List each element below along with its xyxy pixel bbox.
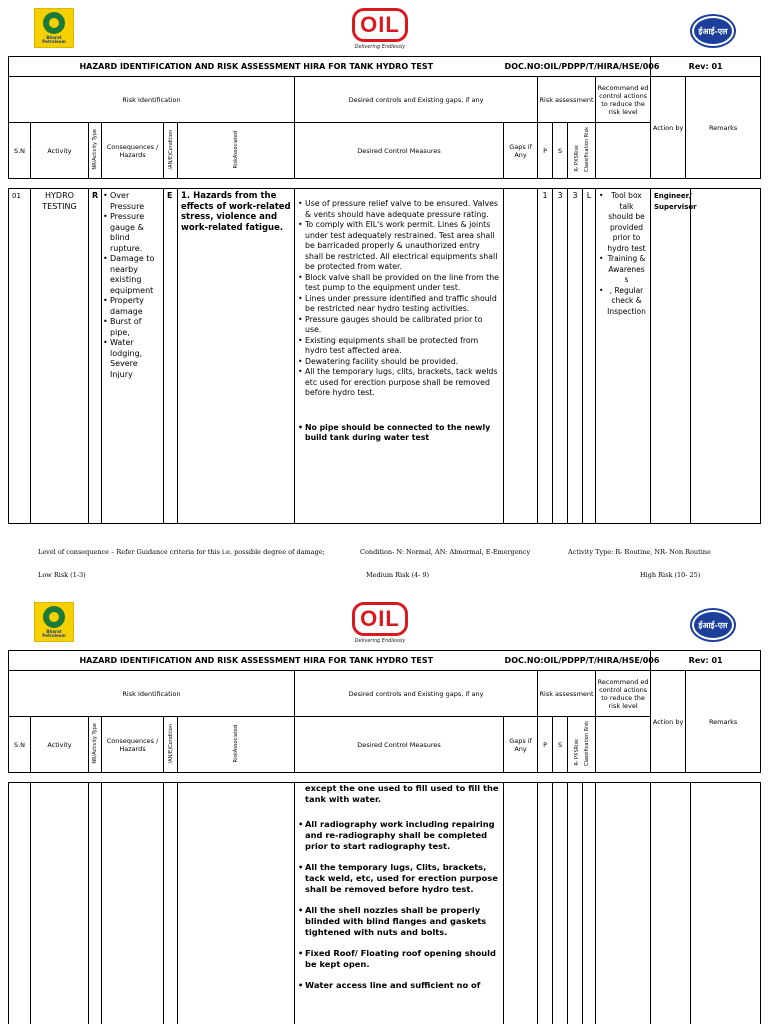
footer-medium-risk: Medium Risk (4- 9) [366, 571, 430, 579]
bharat-petroleum-logo: Bharat Petroleum [34, 602, 74, 642]
list-item: • All radiography work including repairing and re-radiography shall be completed prior to start radiography test. [298, 819, 500, 852]
col-gaps: Gaps if Any [504, 717, 538, 773]
list-item: • No pipe should be connected to the newly build tank during water test [298, 423, 500, 444]
recommended-header: Recommend ed control actions to reduce the risk level [596, 671, 651, 717]
footer-condition: Condition- N: Normal, AN: Abnormal, E-Emergency [360, 548, 531, 556]
list-item: • Over Pressure [103, 191, 160, 212]
col-risk-associated: RiskAssociated [233, 724, 239, 763]
list-item: • Damage to nearby existing equipment [103, 254, 160, 296]
action-by-header: Action by [651, 671, 686, 773]
document-title: HAZARD IDENTIFICATION AND RISK ASSESSMENT HIRA FOR TANK HYDRO TEST [9, 57, 504, 77]
controls-list [298, 199, 500, 399]
controls-list [298, 819, 500, 991]
list-item: • All the temporary lugs, clits, brackets, tack welds etc used for erection purpose shall be removed before hydro test. [298, 367, 500, 399]
row-activity: HYDRO TESTING [31, 189, 89, 524]
row-type: R [89, 189, 102, 524]
revision: Rev: 01 [651, 651, 761, 671]
header-table [8, 56, 761, 179]
list-item: • Block valve shall be provided on the line from the test pump to the equipment under test. [298, 273, 500, 294]
document-number: DOC.NO:OIL/PDPP/T/HIRA/HSE/006 [504, 651, 651, 671]
oil-logo: OIL Delivering Endlessly [352, 8, 408, 54]
footer-activity-type: Activity Type: R- Routine, NR- Non Routine [568, 548, 711, 556]
footer-low-risk: Low Risk (1-3) [38, 571, 86, 579]
risk-assessment-header: Risk assessment [538, 77, 596, 123]
document-title: HAZARD IDENTIFICATION AND RISK ASSESSMENT HIRA FOR TANK HYDRO TEST [9, 651, 504, 671]
row-classification: L [583, 189, 596, 524]
risk-identification-header: Risk Identification [9, 671, 295, 717]
col-condition: /AN/E)Condition [167, 129, 174, 170]
revision: Rev: 01 [651, 57, 761, 77]
col-activity-type: NR/Activity Type [92, 129, 98, 170]
recommended-header: Recommend ed control actions to reduce the risk level [596, 77, 651, 123]
action-by-header: Action by [651, 77, 686, 179]
risk-assessment-header: Risk assessment [538, 671, 596, 717]
row-action-by: Engineer/ Supervisor [651, 189, 691, 524]
col-s: S [553, 717, 568, 773]
col-p: P [538, 123, 553, 179]
header-table [8, 650, 761, 773]
col-sn: S.N [9, 123, 31, 179]
logo-row [0, 600, 768, 652]
col-activity: Activity [31, 123, 89, 179]
col-gaps: Gaps if Any [504, 123, 538, 179]
row-sn: 01 [9, 189, 31, 524]
list-item: • Training & Awarenes s [599, 254, 647, 286]
list-item: • Existing equipments shall be protected from hydro test affected area. [298, 336, 500, 357]
eil-logo: ईआई-एल [690, 14, 736, 48]
document-number: DOC.NO:OIL/PDPP/T/HIRA/HSE/006 [504, 57, 651, 77]
table-row [9, 189, 761, 524]
hazard-table [8, 188, 761, 524]
eil-logo: ईआई-एल [690, 608, 736, 642]
footer-consequence: Level of consequence – Refer Guidance criteria for this i.e. possible degree of damage; [38, 548, 325, 556]
footer-high-risk: High Risk (10- 25) [640, 571, 701, 579]
list-item: • Property damage [103, 296, 160, 317]
remarks-header: Remarks [686, 671, 761, 773]
list-item: • Burst of pipe, [103, 317, 160, 338]
col-classification: Classification Risk [583, 126, 590, 173]
list-item: • , Regular check & Inspection [599, 286, 647, 318]
col-s: S [553, 123, 568, 179]
logo-row [0, 6, 768, 58]
col-activity-type: NR/Activity Type [92, 723, 98, 764]
hazard-table-continued [8, 782, 761, 1024]
remarks-header: Remarks [686, 77, 761, 179]
col-control-measures: Desired Control Measures [295, 123, 504, 179]
col-condition: /AN/E)Condition [167, 723, 174, 764]
col-p: P [538, 717, 553, 773]
col-risk-associated: RiskAssociated [233, 130, 239, 169]
bharat-petroleum-logo: Bharat Petroleum [34, 8, 74, 48]
row-risk-associated: 1. Hazards from the effects of work-related stress, violence and work-related fatigue. [178, 189, 295, 524]
row-condition: E [164, 189, 178, 524]
list-item: • Pressure gauges should be calibrated prior to use. [298, 315, 500, 336]
oil-logo: OIL Delivering Endlessly [352, 602, 408, 648]
risk-identification-header: Risk Identification [9, 77, 295, 123]
table-row [9, 783, 761, 1024]
recommended-list [599, 191, 647, 317]
desired-controls-header: Desired controls and Existing gaps, if any [295, 77, 538, 123]
col-consequences: Consequences / Hazards [102, 123, 164, 179]
list-item: • Tool box talk should be provided prior to hydro test [599, 191, 647, 254]
col-consequences: Consequences / Hazards [102, 717, 164, 773]
col-risk: R- PXSRisk [573, 739, 580, 767]
list-item: • Pressure gauge & blind rupture. [103, 212, 160, 254]
list-item: • Use of pressure relief valve to be ensured. Valves & vents should have adequate pressure rating. [298, 199, 500, 220]
col-activity: Activity [31, 717, 89, 773]
col-classification: Classification Risk [583, 720, 590, 767]
list-item: • Water access line and sufficient no of [298, 980, 500, 991]
control-continuation: except the one used to fill used to fill the tank with water. [305, 783, 499, 804]
col-control-measures: Desired Control Measures [295, 717, 504, 773]
list-item: • All the temporary lugs, Clits, brackets, tack weld, etc, used for erection purpose shall be removed before hydro test. [298, 862, 500, 895]
col-risk: R- PXSRisk [573, 145, 580, 173]
row-p: 1 [538, 189, 553, 524]
row-s: 3 [553, 189, 568, 524]
consequences-list [103, 191, 160, 380]
col-sn: S.N [9, 717, 31, 773]
list-item: • Water lodging, Severe Injury [103, 338, 160, 380]
list-item: • To comply with EIL's work permit. Lines & joints under test adequately restrained. Test area shall be barricaded properly & unauthorized entry shall be restricted. All electrical equipments shall be protected from water. [298, 220, 500, 273]
list-item: • All the shell nozzles shall be properly blinded with blind flanges and gaskets tightened with nuts and bolts. [298, 905, 500, 938]
row-r: 3 [568, 189, 583, 524]
desired-controls-header: Desired controls and Existing gaps, if any [295, 671, 538, 717]
list-item: • Fixed Roof/ Floating roof opening should be kept open. [298, 948, 500, 970]
list-item: • Lines under pressure identified and traffic should be restricted near hydro testing activities. [298, 294, 500, 315]
list-item: • Dewatering facility should be provided. [298, 357, 500, 368]
